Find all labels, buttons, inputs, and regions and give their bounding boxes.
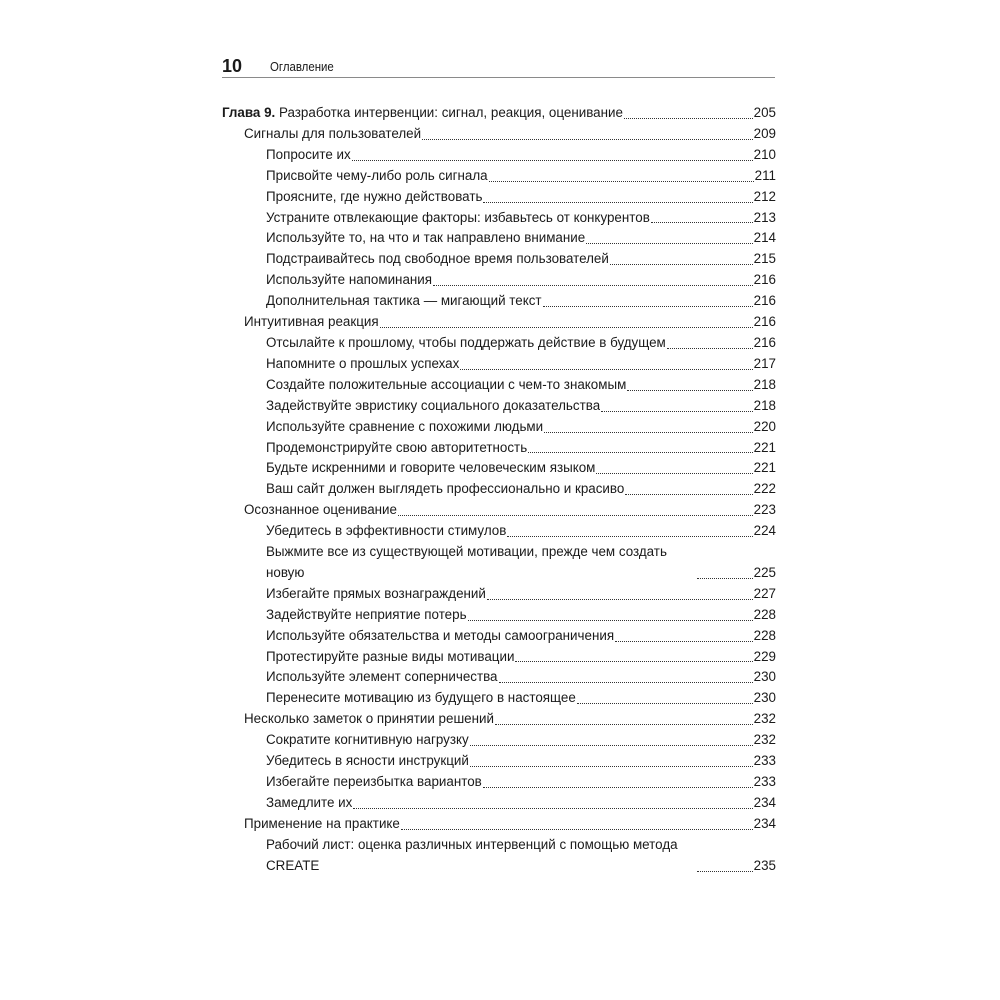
dot-leader: [601, 411, 753, 412]
toc-entry-title: [266, 793, 352, 814]
toc-subsection-entry[interactable]: [222, 479, 776, 500]
dot-leader: [610, 264, 753, 265]
toc-entry-text: Избегайте переизбытка вариантов: [266, 774, 482, 789]
toc-entry-title: [266, 730, 469, 751]
toc-page-number: 222: [753, 481, 776, 497]
dot-leader: [543, 306, 753, 307]
toc-page-number: 221: [753, 439, 776, 455]
toc-entry-title: [266, 667, 498, 688]
toc-page-number: 205: [753, 105, 776, 120]
dot-leader: [353, 808, 752, 809]
toc-page-number: 232: [753, 732, 776, 748]
dot-leader: [586, 243, 752, 244]
toc-subsection-entry[interactable]: [222, 542, 776, 584]
toc-subsection-entry[interactable]: [222, 396, 776, 417]
toc-page-number: 209: [753, 125, 776, 141]
toc-entry-title: [244, 709, 494, 730]
toc-section-entry[interactable]: [222, 124, 776, 145]
toc-entry-title: [266, 584, 486, 605]
chapter-label: Глава 9.: [222, 105, 276, 120]
dot-leader: [507, 536, 752, 537]
toc-entry-text: Напомните о прошлых успехах: [266, 355, 460, 371]
toc-page-number: 210: [753, 146, 776, 162]
toc-entry-text: Попросите их: [266, 146, 351, 162]
toc-page-number: 235: [753, 857, 776, 873]
toc-page-number: 227: [753, 585, 776, 601]
toc-entry-text: Используйте напоминания: [266, 272, 433, 288]
toc-page-number: 218: [753, 376, 776, 392]
toc-section-entry[interactable]: [222, 814, 776, 835]
toc-page-number: 212: [753, 188, 776, 204]
toc-subsection-entry[interactable]: [222, 521, 776, 542]
dot-leader: [596, 473, 752, 474]
toc-entry-text: Сократите когнитивную нагрузку: [266, 732, 469, 748]
dot-leader: [470, 766, 753, 767]
toc-entry-text: Отсылайте к прошлому, чтобы поддержать действие в будущем: [266, 334, 666, 350]
toc-page-number: 232: [753, 711, 776, 727]
toc-page-number: 216: [753, 334, 776, 350]
toc-page-number: 220: [753, 418, 776, 434]
page-header: [222, 48, 775, 76]
toc-entry-title: [266, 605, 467, 626]
toc-page-number: 216: [753, 314, 776, 330]
toc-subsection-entry[interactable]: [222, 438, 776, 459]
dot-leader: [615, 641, 753, 642]
toc-page-number: 225: [753, 564, 776, 580]
toc-entry-text: Используйте то, на что и так направлено внимание: [266, 230, 586, 246]
toc-entry-text: Применение на практике: [244, 815, 400, 831]
toc-subsection-entry[interactable]: [222, 375, 776, 396]
dot-leader: [528, 452, 752, 453]
dot-leader: [697, 871, 753, 872]
toc-entry-text: Разработка интервенции: сигнал, реакция, оценивание: [275, 105, 623, 120]
dot-leader: [495, 724, 753, 725]
toc-page-number: 230: [753, 690, 776, 706]
toc-entry-text: Замедлите их: [266, 794, 353, 810]
toc-subsection-entry[interactable]: [222, 208, 776, 229]
running-title: Оглавление: [270, 59, 334, 74]
toc-entry-text: Используйте элемент соперничества: [266, 669, 498, 685]
toc-entry-title: [266, 354, 459, 375]
toc-subsection-entry[interactable]: [222, 667, 776, 688]
toc-entry-title: [266, 291, 542, 312]
toc-subsection-entry[interactable]: [222, 333, 776, 354]
toc-page-number: 228: [753, 627, 776, 643]
toc-page-number: 213: [753, 209, 776, 225]
toc-page-number: 218: [753, 397, 776, 413]
dot-leader: [544, 432, 753, 433]
toc-entry-text: Осознанное оценивание: [244, 502, 397, 518]
toc-entry-text: Интуитивная реакция: [244, 314, 379, 330]
dot-leader: [697, 578, 753, 579]
toc-entry-title: [244, 814, 400, 835]
toc-entry-title: [266, 458, 595, 479]
toc-page-number: 229: [753, 648, 776, 664]
toc-entry-title: [222, 103, 623, 124]
toc-entry-text: Подстраивайтесь под свободное время пользователей: [266, 251, 609, 267]
toc-page-number: 230: [753, 669, 776, 685]
toc-section-entry[interactable]: [222, 709, 776, 730]
toc-page-number: 234: [753, 794, 776, 810]
toc-subsection-entry[interactable]: [222, 291, 776, 312]
toc-entry-title: [266, 333, 666, 354]
dot-leader: [499, 682, 753, 683]
dot-leader: [487, 599, 753, 600]
toc-section-entry[interactable]: [222, 500, 776, 521]
toc-subsection-entry[interactable]: [222, 751, 776, 772]
toc-entry-text: Задействуйте неприятие потерь: [266, 606, 467, 622]
toc-subsection-entry[interactable]: [222, 458, 776, 479]
toc-entry-title: [266, 166, 488, 187]
toc-entry-text: Дополнительная тактика — мигающий текст: [266, 293, 542, 309]
toc-entry-text: Рабочий лист: оценка различных интервенций с помощью метода CREATE: [266, 836, 678, 873]
toc-entry-text: Ваш сайт должен выглядеть профессионально и красиво: [266, 481, 625, 497]
toc-entry-title: [266, 835, 696, 877]
toc-entry-text: Убедитесь в ясности инструкций: [266, 753, 469, 769]
dot-leader: [380, 327, 753, 328]
toc-subsection-entry[interactable]: [222, 647, 776, 668]
toc-entry-text: Выжмите все из существующей мотивации, прежде чем создать новую: [266, 544, 667, 580]
toc-page-number: 221: [753, 460, 776, 476]
page-number: 10: [222, 56, 243, 76]
toc-entry-title: [266, 208, 650, 229]
toc-entry-text: Будьте искренними и говорите человеческим языком: [266, 460, 596, 476]
toc-entry-text: Продемонстрируйте свою авторитетность: [266, 439, 528, 455]
toc-entry-text: Устраните отвлекающие факторы: избавьтесь от конкурентов: [266, 209, 650, 225]
toc-entry-title: [266, 228, 585, 249]
toc-entry-title: [266, 626, 614, 647]
toc-entry-text: Используйте сравнение с похожими людьми: [266, 418, 544, 434]
toc-entry-text: Перенесите мотивацию из будущего в настоящее: [266, 690, 576, 706]
dot-leader: [489, 181, 754, 182]
toc-entry-text: Убедитесь в эффективности стимулов: [266, 523, 507, 539]
toc-entry-title: [266, 187, 482, 208]
toc-subsection-entry[interactable]: [222, 417, 776, 438]
dot-leader: [483, 202, 752, 203]
dot-leader: [651, 222, 753, 223]
toc-subsection-entry[interactable]: [222, 584, 776, 605]
toc-page-number: 216: [753, 272, 776, 288]
dot-leader: [433, 285, 753, 286]
toc-subsection-entry[interactable]: [222, 626, 776, 647]
toc-subsection-entry[interactable]: [222, 354, 776, 375]
toc-page-number: 234: [753, 815, 776, 831]
toc-entry-title: [266, 751, 469, 772]
toc-entry-text: Проясните, где нужно действовать: [266, 188, 483, 204]
dot-leader: [470, 745, 753, 746]
toc-entry-title: [266, 438, 527, 459]
dot-leader: [624, 118, 753, 119]
toc-entry-title: [266, 688, 576, 709]
toc-entry-text: Протестируйте разные виды мотивации: [266, 648, 515, 664]
dot-leader: [483, 787, 753, 788]
toc-subsection-entry[interactable]: [222, 145, 776, 166]
dot-leader: [625, 494, 752, 495]
toc-entry-title: [266, 417, 543, 438]
toc-entry-text: Присвойте чему-либо роль сигнала: [266, 167, 488, 183]
toc-section-entry[interactable]: [222, 312, 776, 333]
toc-entry-title: [266, 772, 482, 793]
toc-entry-text: Создайте положительные ассоциации с чем-то знакомым: [266, 376, 627, 392]
toc-page-number: 215: [753, 251, 776, 267]
toc-entry-text: Избегайте прямых вознаграждений: [266, 585, 486, 601]
dot-leader: [398, 515, 753, 516]
dot-leader: [577, 703, 753, 704]
dot-leader: [667, 348, 753, 349]
toc-subsection-entry[interactable]: [222, 228, 776, 249]
toc-page-number: 223: [753, 502, 776, 518]
toc-entry-text: Несколько заметок о принятии решений: [244, 711, 494, 727]
dot-leader: [627, 390, 752, 391]
toc-entry-text: Сигналы для пользователей: [244, 125, 422, 141]
toc-subsection-entry[interactable]: [222, 730, 776, 751]
toc-page-number: 233: [753, 774, 776, 789]
toc-page-number: 216: [753, 293, 776, 309]
toc-subsection-entry[interactable]: [222, 270, 776, 291]
dot-leader: [401, 829, 753, 830]
toc-entry-title: [266, 375, 626, 396]
toc-page-number: 224: [753, 523, 776, 539]
toc-page-number: 217: [753, 355, 776, 371]
toc-entry-text: Используйте обязательства и методы самоограничения: [266, 627, 615, 643]
toc-subsection-entry[interactable]: [222, 835, 776, 877]
toc-page-number: 214: [753, 230, 776, 246]
toc-entry-title: [266, 396, 600, 417]
toc-page-number: 211: [754, 167, 776, 183]
toc-entry-title: [266, 647, 514, 668]
toc-entry-title: [266, 270, 432, 291]
toc-page-number: 228: [753, 606, 776, 622]
toc-subsection-entry[interactable]: [222, 688, 776, 709]
toc-entry-title: [266, 479, 624, 500]
dot-leader: [352, 160, 753, 161]
toc-chapter-entry[interactable]: [222, 103, 776, 124]
toc-entry-title: [244, 124, 421, 145]
dot-leader: [515, 661, 752, 662]
dot-leader: [422, 139, 753, 140]
toc-subsection-entry[interactable]: [222, 249, 776, 270]
toc-subsection-entry[interactable]: [222, 605, 776, 626]
toc-entry-title: [266, 521, 506, 542]
toc-subsection-entry[interactable]: [222, 772, 776, 793]
toc-entry-title: [266, 145, 351, 166]
toc-subsection-entry[interactable]: [222, 793, 776, 814]
toc-subsection-entry[interactable]: [222, 187, 776, 208]
dot-leader: [468, 620, 753, 621]
toc-entry-title: [266, 542, 696, 584]
dot-leader: [460, 369, 752, 370]
toc-page-number: 233: [753, 753, 776, 769]
header-rule: [222, 77, 775, 78]
table-of-contents: [222, 103, 776, 877]
toc-subsection-entry[interactable]: [222, 166, 776, 187]
toc-entry-title: [266, 249, 609, 270]
toc-entry-text: Задействуйте эвристику социального доказательства: [266, 397, 601, 413]
toc-entry-title: [244, 500, 397, 521]
toc-entry-title: [244, 312, 379, 333]
